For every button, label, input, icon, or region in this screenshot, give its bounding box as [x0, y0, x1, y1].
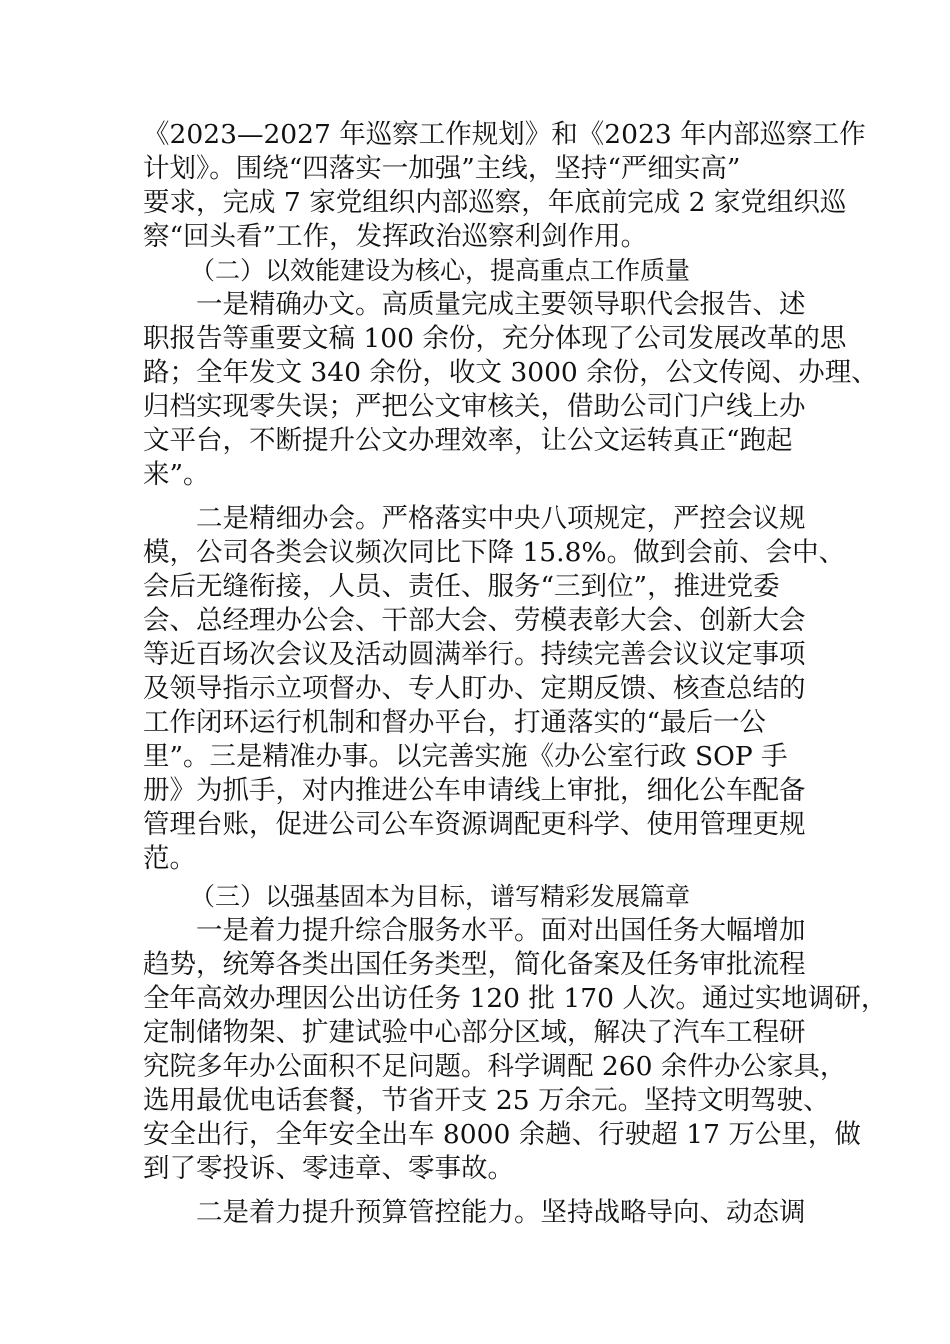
paragraph-start: 二是精细办会。严格落实中央八项规定，严控会议规	[196, 503, 806, 534]
text-line: 选用最优电话套餐，节省开支 25 万余元。坚持文明驾驶、	[143, 1085, 830, 1116]
text-line: 到了零投诉、零违章、零事故。	[143, 1153, 514, 1184]
text-line: 趋势，统筹各类出国任务类型，简化备案及任务审批流程	[143, 949, 806, 980]
paragraph-start: 一是精确办文。高质量完成主要领导职代会报告、述	[196, 289, 806, 320]
text-line: 全年高效办理因公出访任务 120 批 170 人次。通过实地调研，	[143, 983, 888, 1014]
text-line: 会后无缝衔接，人员、责任、服务“三到位”，推进党委	[143, 571, 780, 602]
text-line: 察“回头看”工作，发挥政治巡察利剑作用。	[143, 221, 648, 252]
text-line: 定制储物架、扩建试验中心部分区域，解决了汽车工程研	[143, 1017, 806, 1048]
paragraph-start: 二是着力提升预算管控能力。坚持战略导向、动态调	[196, 1197, 806, 1228]
text-line: 册》为抓手，对内推进公车申请线上审批，细化公车配备	[143, 775, 806, 806]
text-line: 归档实现零失误；严把公文审核关，借助公司门户线上办	[143, 391, 806, 422]
section-heading: （二）以效能建设为核心，提高重点工作质量	[190, 256, 691, 285]
text-line: 来”。	[143, 459, 210, 490]
text-line: 里”。三是精准办事。以完善实施《办公室行政 SOP 手	[143, 741, 788, 772]
section-heading: （三）以强基固本为目标，谱写精彩发展篇章	[190, 882, 691, 911]
text-line: 管理台账，促进公司公车资源调配更科学、使用管理更规	[143, 809, 806, 840]
text-line: 及领导指示立项督办、专人盯办、定期反馈、核查总结的	[143, 673, 806, 704]
text-line: 等近百场次会议及活动圆满举行。持续完善会议议定事项	[143, 639, 806, 670]
text-line: 模，公司各类会议频次同比下降 15.8%。做到会前、会中、	[143, 537, 846, 568]
text-line: 文平台，不断提升公文办理效率，让公文运转真正“跑起	[143, 425, 793, 456]
text-line: 范。	[143, 843, 196, 874]
paragraph-start: 一是着力提升综合服务水平。面对出国任务大幅增加	[196, 915, 806, 946]
text-line: 职报告等重要文稿 100 余份，充分体现了公司发展改革的思	[143, 323, 847, 354]
text-line: 要求，完成 7 家党组织内部巡察，年底前完成 2 家党组织巡	[143, 187, 847, 218]
text-line: 会、总经理办公会、干部大会、劳模表彰大会、创新大会	[143, 605, 806, 636]
text-line: 路；全年发文 340 余份，收文 3000 余份，公文传阅、办理、	[143, 357, 878, 388]
text-line: 《2023—2027 年巡察工作规划》和《2023 年内部巡察工作	[143, 119, 866, 150]
text-line: 工作闭环运行机制和督办平台，打通落实的“最后一公	[143, 707, 767, 738]
text-line: 计划》。围绕“四落实一加强”主线，坚持“严细实高”	[143, 153, 741, 184]
text-line: 究院多年办公面积不足问题。科学调配 260 余件办公家具，	[143, 1051, 847, 1082]
text-line: 安全出行，全年安全出车 8000 余趟、行驶超 17 万公里，做	[143, 1119, 861, 1150]
